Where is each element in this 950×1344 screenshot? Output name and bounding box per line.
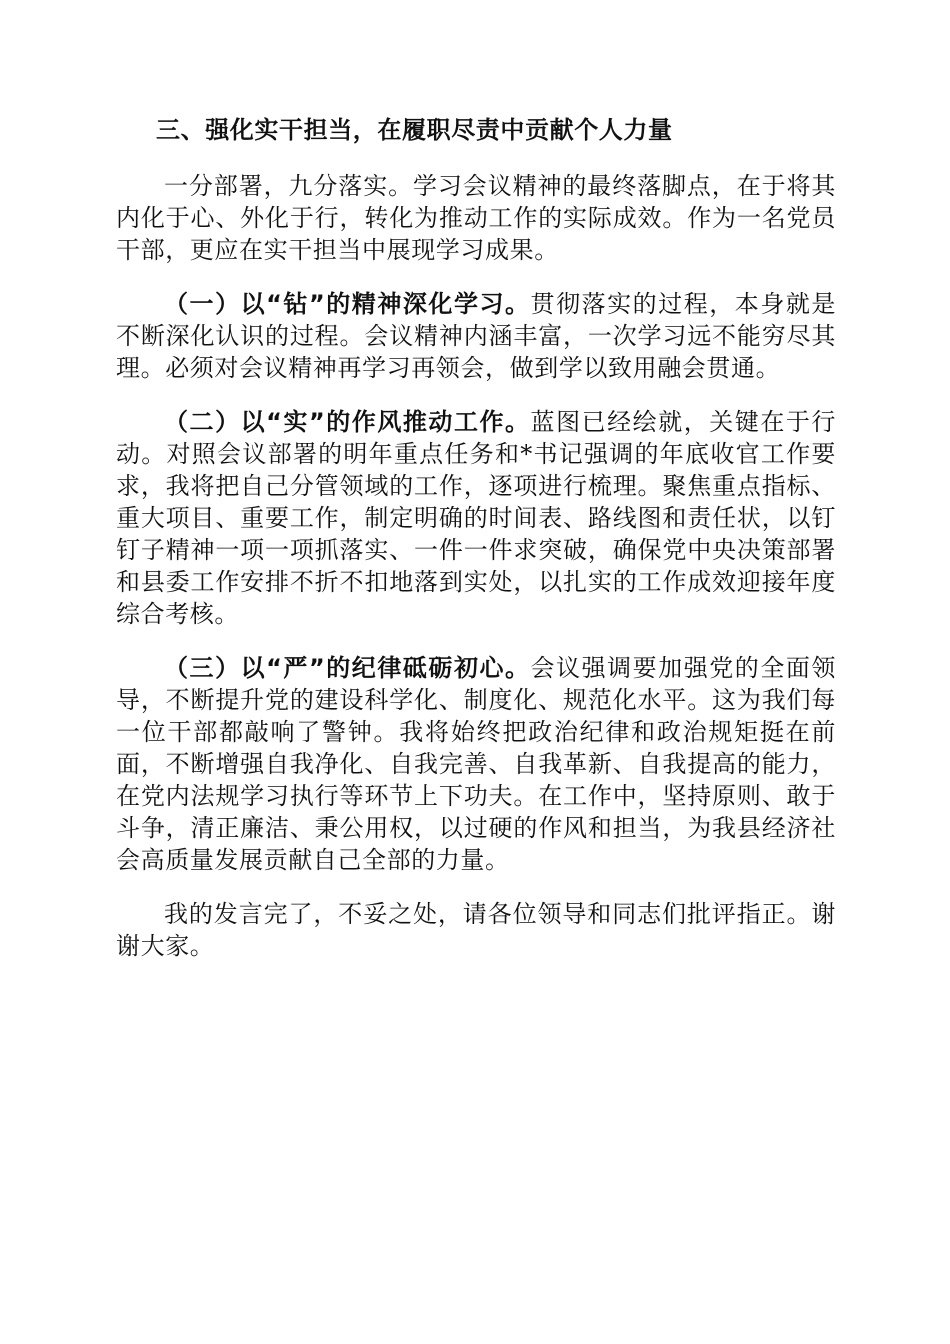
section-heading: 三、强化实干担当，在履职尽责中贡献个人力量: [156, 116, 673, 144]
item-text-1: 贯彻落实的过程，本身就是不断深化认识的过程。会议精神内涵丰富，一次学习远不能穷尽其理。必须对会议精神再学习再领会，做到学以致用融会贯通。: [116, 290, 837, 382]
item-text-3: 会议强调要加强党的全面领导，不断提升党的建设科学化、制度化、规范化水平。这为我们每一位干部都敲响了警钟。我将始终把政治纪律和政治规矩挺在前面，不断增强自我净化、自我完善、自我革新、自我提高的能力，在党内法规学习执行等环节上下功夫。在工作中，坚持原则、敢于斗争，清正廉洁、秉公用权，以过硬的作风和担当，为我县经济社会高质量发展贡献自己全部的力量。: [116, 654, 837, 874]
item-lead-2: （二）以“实”的作风推动工作。: [164, 408, 531, 436]
item-paragraph-3: [116, 652, 836, 876]
closing-paragraph: 我的发言完了，不妥之处，请各位领导和同志们批评指正。谢谢大家。: [116, 900, 836, 960]
item-lead-3: （三）以“严”的纪律砥砺初心。: [164, 654, 531, 682]
document-body: [116, 114, 836, 984]
item-lead-1: （一）以“钻”的精神深化学习。: [164, 290, 531, 318]
item-paragraph-2: [116, 406, 836, 630]
item-paragraph-1: [116, 288, 836, 384]
item-text-2: 蓝图已经绘就，关键在于行动。对照会议部署的明年重点任务和*书记强调的年底收官工作要求，我将把自己分管领域的工作，逐项进行梳理。聚焦重点指标、重大项目、重要工作，制定明确的时间表、路线图和责任状，以钉钉子精神一项一项抓落实、一件一件求突破，确保党中央决策部署和县委工作安排不折不扣地落到实处，以扎实的工作成效迎接年度综合考核。: [116, 408, 837, 628]
intro-paragraph: 一分部署，九分落实。学习会议精神的最终落脚点，在于将其内化于心、外化于行，转化为推动工作的实际成效。作为一名党员干部，更应在实干担当中展现学习成果。: [116, 172, 836, 264]
